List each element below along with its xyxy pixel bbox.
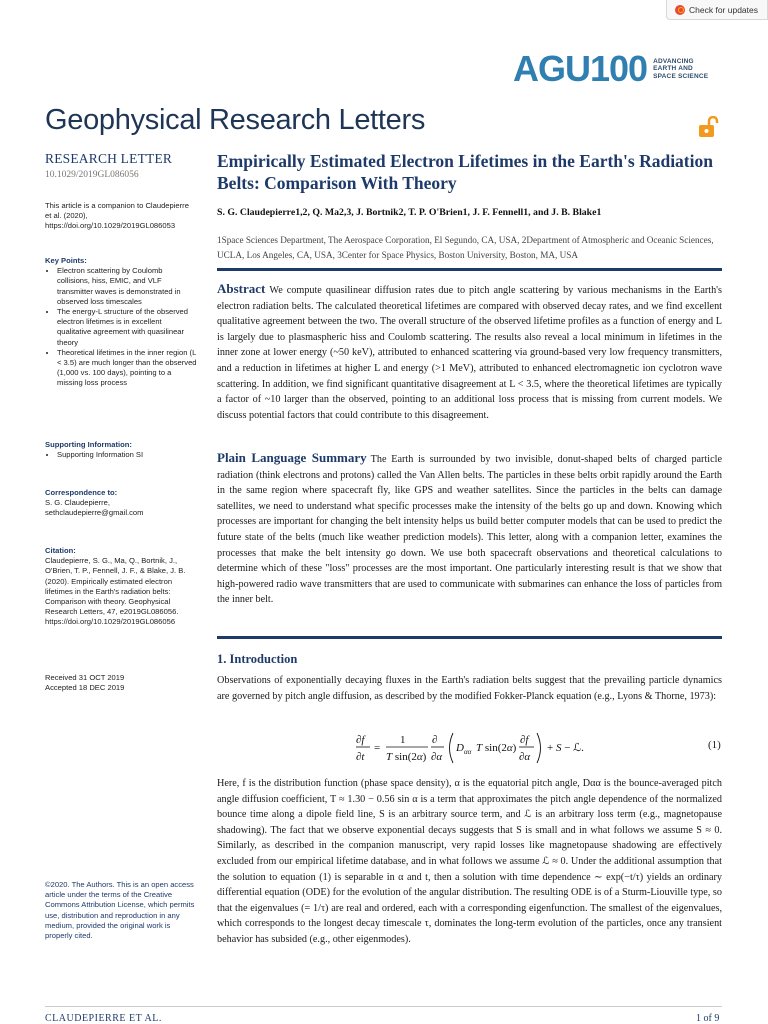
companion-note: This article is a companion to Claudepierre et al. (2020), https://doi.org/10.1029/2019GL086053: [45, 201, 189, 231]
pls-heading: Plain Language Summary: [217, 450, 367, 465]
running-author: CLAUDEPIERRE ET AL.: [45, 1013, 162, 1024]
svg-text:∂α: ∂α: [431, 751, 443, 763]
crossmark-icon: [675, 5, 685, 15]
journal-title: Geophysical Research Letters: [45, 104, 426, 136]
doi: 10.1029/2019GL086056: [45, 170, 139, 180]
footer-divider: [45, 1006, 722, 1007]
affiliations: 1Space Sciences Department, The Aerospace Corporation, El Segundo, CA, USA, 2Department of Atmospheric and Oceanic Sciences, UCLA, Los Angeles, CA, USA, 3Center for Space Physics, Boston University, Boston, MA, USA: [217, 235, 714, 260]
svg-text:=: =: [374, 742, 381, 754]
pls-text: The Earth is surrounded by two invisible, donut-shaped belts of charged particle radiation (think electrons and protons) called the Van Allen belts. The particles in these belts orbit rapidly around the Earth in the same region where spacecraft fly, like GPS and weather satellites. Since the particles in the belts can damage satellites, we need to understand what specific processes make the intensity of the belts go up and down. Knowing which processes are important for changing the belt intensity helps us build better computer models that can be used to predict the future state of the belts (much like weather prediction models). This letter, along with a companion letter, examines the processes that make the belt intensity go down. We use both spacecraft observations and theoretical calculations to determine which of these "loss" processes are the most important. One particularly interesting result is that we show that high-powered radio wave transmitters that are used to communicate with submarines can enhance the loss of particles from the inner belt.: [217, 454, 722, 606]
svg-text:∂f: ∂f: [356, 734, 365, 746]
correspondence-name: S. G. Claudepierre,: [45, 498, 110, 508]
key-points: [45, 256, 197, 389]
article-title: Empirically Estimated Electron Lifetimes in the Earth's Radiation Belts: Comparison With Theory: [217, 151, 713, 193]
equation-number: (1): [708, 739, 721, 751]
supporting-heading: Supporting Information:: [45, 440, 132, 449]
intro-heading: 1. Introduction: [217, 652, 298, 666]
intro-paragraph: Observations of exponentially decaying fluxes in the Earth's radiation belts suggest that the prevailing particle dynamics are governed by pitch angle diffusion, as described by the modified Fokker-Planck equation (e.g., Lyons & Thorne, 1973):: [217, 675, 722, 702]
section-divider: [217, 268, 722, 271]
citation: [45, 546, 197, 628]
svg-text:∂α: ∂α: [519, 751, 531, 763]
key-point-item: • Electron scattering by Coulomb collisions, hiss, EMIC, and VLF transmitter waves is demonstrated in observed loss timescales: [57, 266, 197, 307]
page-number: 1 of 9: [696, 1013, 720, 1024]
author-list: S. G. Claudepierre1,2, Q. Ma2,3, J. Bortnik2, T. P. O'Brien1, J. F. Fennell1, and J. B. Blake1: [217, 207, 602, 218]
svg-text:1: 1: [400, 734, 406, 746]
svg-text:+ S − ℒ.: + S − ℒ.: [547, 742, 584, 754]
accepted-date: Accepted 18 DEC 2019: [45, 683, 125, 693]
correspondence-heading: Correspondence to:: [45, 488, 118, 497]
correspondence-email[interactable]: sethclaudepierre@gmail.com: [45, 508, 144, 518]
key-point-item: • The energy-L structure of the observed electron lifetimes is in excellent qualitative agreement with quasilinear theory: [57, 307, 197, 348]
received-date: Received 31 OCT 2019: [45, 673, 125, 682]
article-type: RESEARCH LETTER: [45, 151, 173, 166]
section-divider: [217, 636, 722, 639]
intro-paragraph: Here, f is the distribution function (phase space density), α is the equatorial pitch angle, Dαα is the bounce-averaged pitch angle diffusion coefficient, T ≈ 1.30 − 0.56 sin α is a term that approximates the pitch angle dependence of the normalized bounce time along a dipole field line, S is an arbitrary source term, and ℒ is an arbitrary loss term (e.g., magnetopause shadowing). The fact that we observe exponential decays suggests that S is small and in what follows we assume S ≈ 0. Similarly, as described in the companion manuscript, very rapid losses like magnetopause shadowing are effectively excluded from our empirical lifetime database, and in what follows we assume ℒ ≈ 0. Under the additional assumption that the solution to equation (1) is separable in α and t, then a solution with time dependence ∼ exp(−t/τ) yields an ordinary differential equation (ODE) for the evolution of the angular distribution. The resulting ODE is of a Sturm-Liouville type, so that the eigenvalues (= 1/τ) are real and ordered, each with a corresponding eigenfunction. The smallest of the eigenvalues, which corresponds to the longest decay timescale τ, dominates the long-term evolution of the particles, once any transient behavior has subsided (e.g., other eigenmodes).: [217, 778, 722, 945]
open-access-lock-icon: [696, 116, 720, 138]
fokker-planck-equation: [356, 730, 722, 766]
key-point-item: • Theoretical lifetimes in the inner region (L < 3.5) are much longer than the observed (1,000 vs. 100 days), pointing to a missing loss process: [57, 348, 197, 389]
agu-tagline-line: ADVANCING: [653, 57, 694, 65]
citation-text: Claudepierre, S. G., Ma, Q., Bortnik, J., O'Brien, T. P., Fennell, J. F., & Blake, J. B. (2020). Empirically estimated electron lifetimes in the Earth's radiation belts: Comparison with theory. Geophysical Research Letters, 47, e2019GL086056. https://doi.org/10.1029/2019GL086056: [45, 556, 186, 627]
agu-logo: [513, 48, 709, 89]
agu-tagline-line: EARTH AND: [653, 65, 693, 73]
supporting-information: [45, 440, 197, 460]
plain-language-summary: [217, 450, 722, 608]
agu-tagline: [653, 58, 708, 81]
svg-text:Dαα: $D_{\alpha\alpha}$: [456, 742, 472, 756]
citation-heading: Citation:: [45, 546, 76, 555]
license-note: ©2020. The Authors. This is an open access article under the terms of the Creative Commons Attribution License, which permits use, distribution and reproduction in any medium, provided the original work is properly cited.: [45, 880, 195, 941]
abstract-text: We compute quasilinear diffusion rates due to pitch angle scattering by various mechanisms in the Earth's electron radiation belts. The calculated theoretical lifetimes are compared with observed decay rates, and we find excellent qualitative agreement between the two. The overall structure of the observed lifetime profiles as a function of energy and L is largely due to plasmaspheric hiss and Coulomb scattering. The results also reveal a local minimum in lifetimes in the inner zone at lower energy (~50 keV), attributed to enhanced scattering via ground-based very low frequency transmitters, and a reduction in lifetimes at higher L and energy (>1 MeV), attributed to enhanced electromagnetic ion cyclotron wave scattering. In addition, we find significant quantitative disagreement at L < 3.5, where the theoretical lifetimes are typically a factor of ~10 larger than the observed, pointing to an additional loss process that is missing from current models. We discuss potential factors that could contribute to this disagreement.: [217, 285, 722, 421]
check-updates-label: Check for updates: [689, 4, 758, 15]
abstract-heading: Abstract: [217, 281, 266, 296]
svg-text:T sin(2α): T sin(2α): [476, 742, 517, 754]
svg-text:T sin(2α): T sin(2α): [386, 751, 427, 763]
key-points-heading: Key Points:: [45, 256, 87, 265]
check-for-updates-button[interactable]: [666, 0, 768, 20]
agu-logo-text: AGU100: [513, 48, 648, 89]
agu-tagline-line: SPACE SCIENCE: [653, 72, 709, 80]
svg-text:∂: ∂: [432, 734, 438, 746]
dates: [45, 673, 197, 693]
svg-text:∂t: ∂t: [356, 751, 365, 763]
svg-text:∂f: ∂f: [520, 734, 529, 746]
supporting-item[interactable]: • Supporting Information SI: [57, 450, 197, 460]
abstract: [217, 281, 722, 423]
correspondence: [45, 488, 197, 519]
